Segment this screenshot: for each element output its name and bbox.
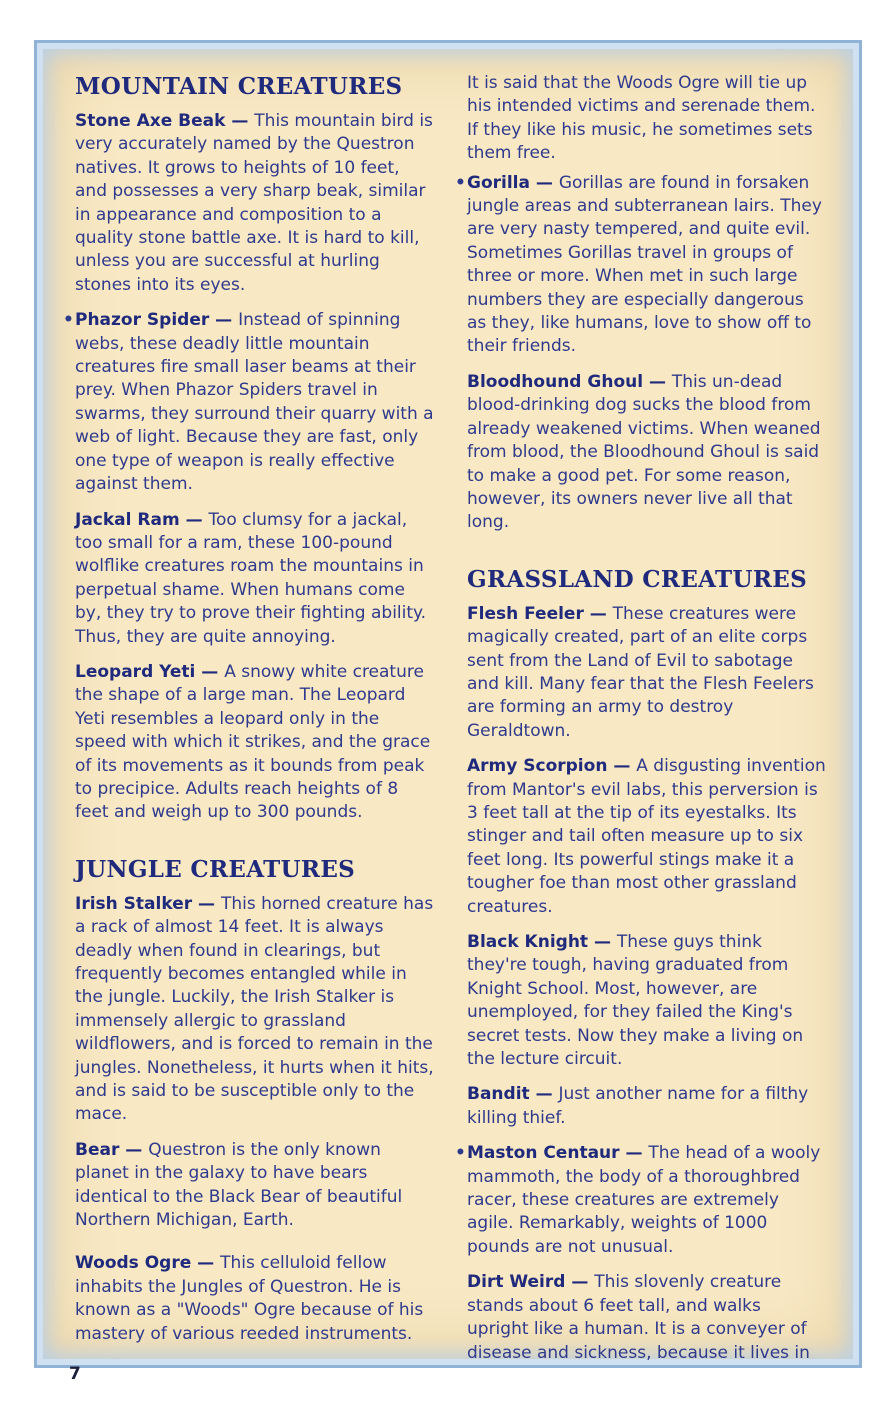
grassland-creatures-heading: GRASSLAND CREATURES — [467, 565, 807, 593]
entry-name: Black Knight — — [467, 932, 617, 952]
entry-leopard-yeti — [75, 661, 435, 825]
entry-text: Too clumsy for a jackal, too small for a ram, these 100-pound wolflike creatures roam the mountains in perpetual shame. When humans come by, they try to prove their fighting ability. Thus, they are quite annoying. — [75, 509, 427, 647]
bullet-marker: • — [455, 172, 466, 193]
entry-text: This horned creature has a rack of almost 14 feet. It is always deadly when found in clearings, but frequently becomes entangled while in the jungle. Luckily, the Irish Stalker is immensely allergic to grassland wildflowers, and is forced to remain in the jungles. Nonetheless, it hurts when it hits, and is said to be susceptible only to the mace. — [75, 893, 434, 1125]
entry-bloodhound-ghoul — [467, 371, 827, 535]
entry-name: Irish Stalker — — [75, 893, 221, 914]
entry-name: Jackal Ram — — [75, 509, 209, 530]
bullet-marker: • — [455, 1143, 466, 1164]
entry-woods-ogre — [75, 1252, 435, 1346]
entry-text: These guys think they're tough, having graduated from Knight School. Most, however, are unemployed, for they failed the King's secret tests. Now they make a living on the lecture circuit. — [467, 932, 804, 1070]
entry-name: Stone Axe Beak — — [75, 111, 255, 131]
entry-irish-stalker — [75, 893, 435, 1127]
entry-name: Maston Centaur — — [467, 1143, 649, 1164]
bullet-marker: • — [63, 310, 74, 331]
entry-text: Gorillas are found in forsaken jungle areas and subterranean lairs. They are very nasty tempered, and quite evil. Sometimes Gorillas travel in groups of three or more. When met in such large numbers they are especially dangerous as they, like humans, love to show off to their friends. — [467, 172, 822, 357]
entry-text: These creatures were magically created, part of an elite corps sent from the Land of Evil to sabotage and kill. Many fear that the Flesh Feelers are forming an army to destroy Geraldtown. — [467, 603, 814, 741]
entry-black-knight — [467, 931, 827, 1071]
entry-text: The head of a wooly mammoth, the body of a thoroughbred racer, these creatures are extremely agile. Remarkably, weights of 1000 pounds are not unusual. — [467, 1143, 821, 1257]
entry-maston-centaur — [455, 1142, 827, 1259]
entry-name: Leopard Yeti — — [75, 661, 225, 682]
entry-dirt-weird — [467, 1271, 827, 1365]
entry-text: This un-dead blood-drinking dog sucks the blood from already weakened victims. When weaned from blood, the Bloodhound Ghoul is said to make a good pet. For some reason, however, its owners never live all that long. — [467, 371, 821, 533]
entry-woods-ogre-continued: It is said that the Woods Ogre will tie up his intended victims and serenade them. If they like his music, he sometimes sets them free. — [467, 73, 816, 164]
entry-gorilla — [455, 172, 827, 359]
entry-text: Just another name for a filthy killing thief. — [467, 1084, 809, 1128]
entry-text: This celluloid fellow inhabits the Jungles of Questron. He is known as a "Woods" Ogre because of his mastery of various reeded instruments. — [75, 1253, 424, 1344]
entry-name: Flesh Feeler — — [467, 603, 613, 624]
entry-bear — [75, 1139, 435, 1233]
page-number: 7 — [69, 1364, 81, 1384]
mountain-creatures-heading: MOUNTAIN CREATURES — [75, 73, 403, 100]
entry-name: Dirt Weird — — [467, 1272, 595, 1293]
right-column — [455, 72, 827, 1377]
entry-name: Bandit — — [467, 1084, 559, 1105]
entry-stone-axe-beak — [75, 110, 435, 297]
entry-text: A snowy white creature the shape of a large man. The Leopard Yeti resembles a leopard only in the speed with which it strikes, and the grace of its movements as it bounds from peak to precipice. Adults reach heights of 8 feet and weigh up to 300 pounds. — [75, 661, 431, 823]
entry-flesh-feeler — [467, 603, 827, 743]
entry-name: Woods Ogre — — [75, 1253, 221, 1274]
entry-name: Bear — — [75, 1139, 149, 1160]
entry-army-scorpion — [467, 755, 827, 919]
jungle-creatures-heading: JUNGLE CREATURES — [75, 855, 356, 883]
entry-bandit — [467, 1083, 827, 1130]
entry-text: Questron is the only known planet in the galaxy to have bears identical to the Black Bear of beautiful Northern Michigan, Earth. — [75, 1139, 403, 1231]
entry-text: A disgusting invention from Mantor's evil labs, this perversion is 3 feet tall at the tip of its eyestalks. Its stinger and tail often measure up to six feet long. Its powerful stings make it a tougher foe than most other grassland creatures. — [467, 756, 826, 917]
entry-text: This mountain bird is very accurately named by the Questron natives. It grows to heights of 10 feet, and possesses a very sharp beak, similar in appearance and composition to a quality stone battle axe. It is hard to kill, unless you are successful at hurling stones into its eyes. — [75, 111, 433, 295]
entry-name: Army Scorpion — — [467, 756, 637, 777]
entry-name: Bloodhound Ghoul — — [467, 371, 672, 392]
entry-name: Phazor Spider — — [75, 310, 239, 331]
entry-phazor-spider — [63, 309, 435, 496]
entry-jackal-ram — [75, 509, 435, 649]
entry-name: Gorilla — — [467, 172, 559, 193]
left-column — [63, 72, 435, 1358]
entry-text: Instead of spinning webs, these deadly little mountain creatures fire small laser beams at their prey. When Phazor Spiders travel in swarms, they surround their quarry with a web of light. Because they are fast, only one type of weapon is really effective against them. — [75, 310, 434, 495]
entry-text: This slovenly creature stands about 6 feet tall, and walks upright like a human. It is a conveyer of disease and sickness, because it lives in — [467, 1272, 810, 1363]
